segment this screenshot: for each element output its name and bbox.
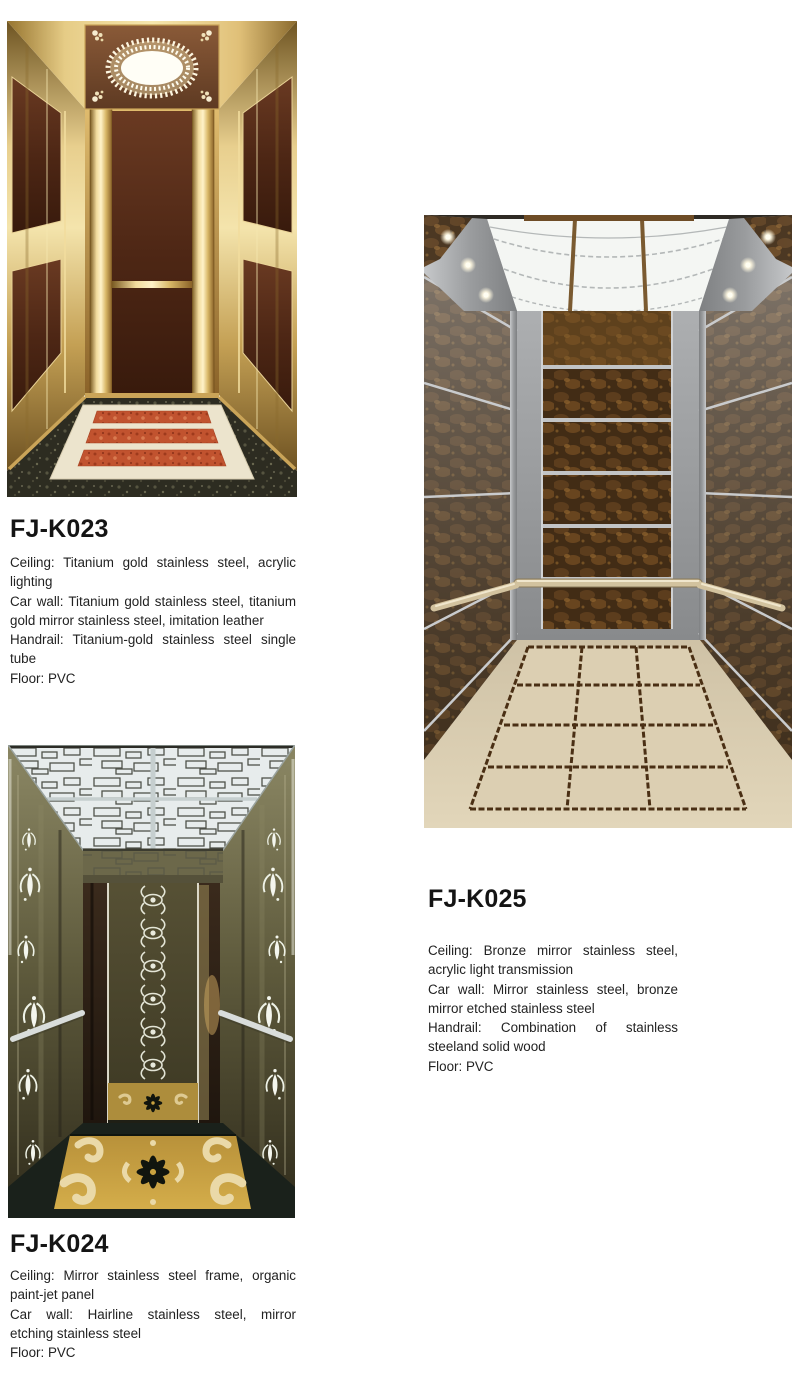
spec-item-car-wall — [428, 980, 678, 1019]
cabin-ceiling — [424, 215, 792, 312]
spec-item-ceiling — [10, 553, 296, 592]
elevator-photo-gold — [7, 21, 297, 497]
product-photo-fj-k025 — [424, 215, 792, 828]
spec-line: tube — [10, 651, 37, 667]
spec-item-ceiling — [10, 1266, 296, 1305]
spec-line: etching stainless steel — [10, 1325, 142, 1341]
spec-item-floor — [428, 1057, 678, 1076]
spec-line: Ceiling: Titanium gold stainless steel, acrylic — [10, 555, 296, 570]
carpet-black-flower — [137, 1156, 170, 1189]
product-model-title: FJ-K023 — [10, 515, 109, 543]
etched-damask-panel — [108, 850, 198, 1123]
spec-line: Floor: PVC — [10, 1345, 76, 1361]
cabin-back-wall — [85, 107, 219, 397]
spec-line: steeland solid wood — [428, 1039, 546, 1055]
gold-trim-strip — [112, 281, 192, 288]
product-photo-fj-k024 — [8, 745, 295, 1218]
spec-item-ceiling — [428, 941, 678, 980]
spec-item-car-wall — [10, 1305, 296, 1344]
product-photo-fj-k023 — [7, 21, 297, 497]
spec-line: Ceiling: Mirror stainless steel frame, organic — [10, 1268, 296, 1283]
floor-red-strips — [78, 411, 226, 466]
spec-line: Floor: PVC — [10, 670, 76, 686]
spec-line: mirror etched stainless steel — [428, 1000, 595, 1016]
spec-line: lighting — [10, 574, 53, 590]
spec-line: Handrail: Titanium-gold stainless steel single — [10, 632, 296, 648]
product-model-title: FJ-K025 — [428, 885, 527, 913]
spec-item-car-wall — [10, 592, 296, 631]
spec-line: gold mirror stainless steel, imitation leather — [10, 612, 264, 628]
spec-line: Ceiling: Bronze mirror stainless steel, — [428, 943, 678, 958]
spec-line: acrylic light transmission — [428, 962, 574, 978]
product-specs — [10, 553, 296, 688]
elevator-photo-silver-bronze — [424, 215, 792, 828]
spec-item-handrail — [10, 630, 296, 669]
spec-line: Floor: PVC — [428, 1058, 494, 1074]
spec-line: Car wall: Mirror stainless steel, bronze — [428, 981, 678, 997]
spec-item-floor — [10, 1343, 296, 1362]
spec-item-floor — [10, 669, 296, 688]
spec-item-handrail — [428, 1018, 678, 1057]
ceiling-reflection — [83, 851, 223, 883]
spec-line: Handrail: Combination of stainless — [428, 1020, 678, 1036]
elevator-photo-etched-mirror — [8, 745, 295, 1218]
product-specs — [10, 1266, 296, 1362]
product-specs — [428, 941, 678, 1076]
product-model-title: FJ-K024 — [10, 1230, 109, 1258]
spec-line: paint-jet panel — [10, 1287, 95, 1303]
leather-panel — [112, 111, 192, 395]
spec-line: Car wall: Titanium gold stainless steel, titanium — [10, 593, 296, 609]
spec-line: Car wall: Hairline stainless steel, mirror — [10, 1306, 296, 1322]
